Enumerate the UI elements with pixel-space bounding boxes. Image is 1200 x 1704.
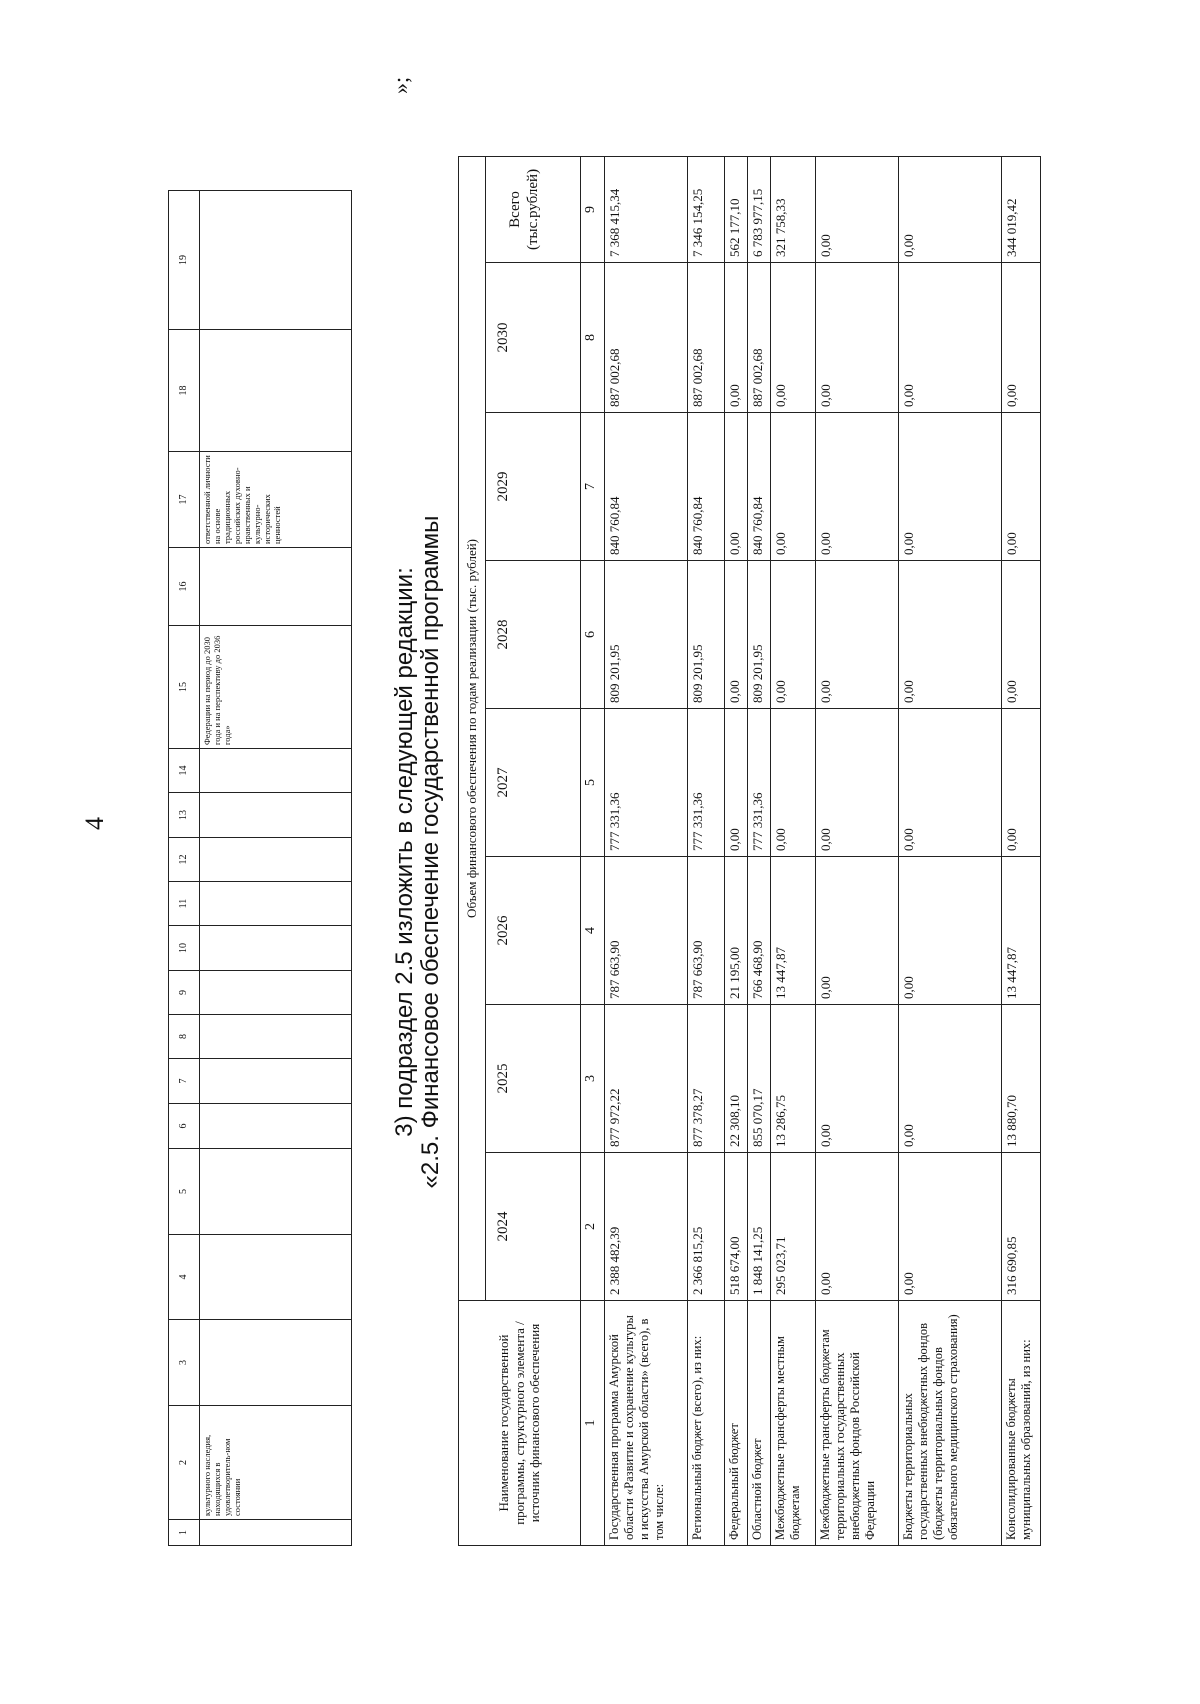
year-header: 2030 xyxy=(486,263,581,413)
top-cell xyxy=(200,1235,352,1320)
value-cell: 22 308,10 xyxy=(725,1005,748,1153)
value-cell: 0,00 xyxy=(725,413,748,561)
value-cell: 518 674,00 xyxy=(725,1153,748,1301)
row-name: Государственная программа Амурской области «Развитие и сохранение культуры и искусства Амурской области» (всего), в том числе: xyxy=(605,1301,688,1546)
top-cell xyxy=(200,191,352,330)
total-cell: 0,00 xyxy=(899,156,1002,262)
row-name: Областной бюджет xyxy=(748,1301,771,1546)
value-cell: 0,00 xyxy=(816,561,899,709)
value-cell: 809 201,95 xyxy=(605,561,688,709)
column-index: 5 xyxy=(581,709,605,857)
name-column-header: Наименование государственной программы, структурного элемента / источник финансового обеспечения xyxy=(459,1301,581,1546)
top-col-header: 17 xyxy=(169,452,200,548)
value-cell: 0,00 xyxy=(725,709,748,857)
top-cell: ответственной личности на основе традиционных российских духовно-нравственных и культурно-исторических ценностей xyxy=(200,452,352,548)
total-cell: 7 368 415,34 xyxy=(605,156,688,262)
value-cell: 0,00 xyxy=(771,709,816,857)
top-col-header: 1 xyxy=(169,1520,200,1546)
value-cell: 777 331,36 xyxy=(688,709,725,857)
row-name: Бюджеты территориальных государственных внебюджетных фондов (бюджеты территориальных фондов обязательного медицинского страхования) xyxy=(899,1301,1002,1546)
column-index: 4 xyxy=(581,857,605,1005)
top-cell xyxy=(200,1149,352,1235)
total-cell: 562 177,10 xyxy=(725,156,748,262)
table-row xyxy=(688,156,725,1545)
value-cell: 777 331,36 xyxy=(748,709,771,857)
value-cell: 877 972,22 xyxy=(605,1005,688,1153)
total-cell: 6 783 977,15 xyxy=(748,156,771,262)
financing-table xyxy=(458,156,1041,1546)
value-cell: 13 447,87 xyxy=(771,857,816,1005)
value-cell: 13 880,70 xyxy=(1002,1005,1041,1153)
year-header: 2025 xyxy=(486,1005,581,1153)
top-col-header: 3 xyxy=(169,1320,200,1406)
total-cell: 7 346 154,25 xyxy=(688,156,725,262)
page-number: 4 xyxy=(80,817,109,830)
top-table-row xyxy=(200,191,352,1546)
total-cell: 0,00 xyxy=(816,156,899,262)
year-header: 2027 xyxy=(486,709,581,857)
year-header: 2029 xyxy=(486,413,581,561)
top-col-header: 9 xyxy=(169,971,200,1015)
top-cell xyxy=(200,1520,352,1546)
value-cell: 2 366 815,25 xyxy=(688,1153,725,1301)
table-row xyxy=(771,156,816,1545)
table-row xyxy=(1002,156,1041,1545)
value-cell: 0,00 xyxy=(771,263,816,413)
value-cell: 0,00 xyxy=(899,413,1002,561)
value-cell: 0,00 xyxy=(816,857,899,1005)
value-cell: 787 663,90 xyxy=(688,857,725,1005)
value-cell: 0,00 xyxy=(725,263,748,413)
value-cell: 777 331,36 xyxy=(605,709,688,857)
row-name: Региональный бюджет (всего), из них: xyxy=(688,1301,725,1546)
top-cell: культурного наследия, находящихся в удовлетворитель-ном состоянии xyxy=(200,1406,352,1520)
top-cell xyxy=(200,926,352,971)
column-index: 6 xyxy=(581,561,605,709)
top-col-header: 16 xyxy=(169,548,200,626)
top-col-header: 13 xyxy=(169,793,200,838)
top-cell xyxy=(200,1104,352,1149)
top-table-header-row xyxy=(169,191,200,1546)
top-cell xyxy=(200,330,352,452)
value-cell: 766 468,90 xyxy=(748,857,771,1005)
top-cell xyxy=(200,793,352,838)
top-table xyxy=(168,190,352,1546)
top-col-header: 2 xyxy=(169,1406,200,1520)
table-row xyxy=(605,156,688,1545)
value-cell: 0,00 xyxy=(816,263,899,413)
value-cell: 0,00 xyxy=(771,561,816,709)
table-row xyxy=(748,156,771,1545)
top-col-header: 7 xyxy=(169,1059,200,1104)
top-cell xyxy=(200,749,352,793)
top-col-header: 11 xyxy=(169,882,200,926)
total-header: Всего (тыс.рублей) xyxy=(486,156,581,262)
value-cell: 887 002,68 xyxy=(748,263,771,413)
section-instruction: 3) подраздел 2.5 изложить в следующей редакции: xyxy=(391,567,418,1137)
top-cell xyxy=(200,1059,352,1104)
top-cell xyxy=(200,971,352,1015)
value-cell: 316 690,85 xyxy=(1002,1153,1041,1301)
value-cell: 0,00 xyxy=(816,709,899,857)
column-index: 7 xyxy=(581,413,605,561)
row-name: Межбюджетные трансферты бюджетам территориальных государственных внебюджетных фондов Российской Федерации xyxy=(816,1301,899,1546)
total-cell: 344 019,42 xyxy=(1002,156,1041,262)
column-index-row xyxy=(581,156,605,1545)
top-col-header: 10 xyxy=(169,926,200,971)
value-cell: 840 760,84 xyxy=(688,413,725,561)
fin-header-row-1 xyxy=(459,156,486,1545)
value-cell: 855 070,17 xyxy=(748,1005,771,1153)
top-cell xyxy=(200,548,352,626)
top-col-header: 19 xyxy=(169,191,200,330)
year-header: 2024 xyxy=(486,1153,581,1301)
year-header: 2026 xyxy=(486,857,581,1005)
row-name: Федеральный бюджет xyxy=(725,1301,748,1546)
section-title: «2.5. Финансовое обеспечение государственной программы xyxy=(417,515,444,1189)
top-cell: Федерации на период до 2030 года и на перспективу до 2036 года» xyxy=(200,626,352,749)
top-cell xyxy=(200,838,352,882)
column-index: 1 xyxy=(581,1301,605,1546)
value-cell: 0,00 xyxy=(899,709,1002,857)
top-col-header: 12 xyxy=(169,838,200,882)
value-cell: 0,00 xyxy=(725,561,748,709)
value-cell: 0,00 xyxy=(1002,413,1041,561)
value-cell: 0,00 xyxy=(816,413,899,561)
top-cell xyxy=(200,1320,352,1406)
row-name: Консолидированные бюджеты муниципальных образований, из них: xyxy=(1002,1301,1041,1546)
value-cell: 809 201,95 xyxy=(748,561,771,709)
value-cell: 840 760,84 xyxy=(748,413,771,561)
value-cell: 809 201,95 xyxy=(688,561,725,709)
year-header: 2028 xyxy=(486,561,581,709)
column-index: 8 xyxy=(581,263,605,413)
top-col-header: 14 xyxy=(169,749,200,793)
top-col-header: 8 xyxy=(169,1015,200,1059)
top-col-header: 5 xyxy=(169,1149,200,1235)
top-cell xyxy=(200,882,352,926)
closing-quote-mark: »; xyxy=(388,76,413,94)
value-cell: 0,00 xyxy=(1002,263,1041,413)
top-cell xyxy=(200,1015,352,1059)
value-cell: 295 023,71 xyxy=(771,1153,816,1301)
value-cell: 877 378,27 xyxy=(688,1005,725,1153)
value-cell: 0,00 xyxy=(816,1005,899,1153)
value-cell: 0,00 xyxy=(899,561,1002,709)
value-cell: 13 286,75 xyxy=(771,1005,816,1153)
value-cell: 840 760,84 xyxy=(605,413,688,561)
row-name: Межбюджетные трансферты местным бюджетам xyxy=(771,1301,816,1546)
value-cell: 0,00 xyxy=(899,263,1002,413)
table-row xyxy=(725,156,748,1545)
value-cell: 2 388 482,39 xyxy=(605,1153,688,1301)
value-cell: 1 848 141,25 xyxy=(748,1153,771,1301)
value-cell: 0,00 xyxy=(899,1005,1002,1153)
top-col-header: 15 xyxy=(169,626,200,749)
value-cell: 887 002,68 xyxy=(688,263,725,413)
top-col-header: 4 xyxy=(169,1235,200,1320)
column-index: 3 xyxy=(581,1005,605,1153)
value-cell: 887 002,68 xyxy=(605,263,688,413)
table-row xyxy=(816,156,899,1545)
value-cell: 0,00 xyxy=(1002,709,1041,857)
value-cell: 13 447,87 xyxy=(1002,857,1041,1005)
column-index: 9 xyxy=(581,156,605,262)
top-col-header: 6 xyxy=(169,1104,200,1149)
value-cell: 0,00 xyxy=(899,857,1002,1005)
volume-header: Объем финансового обеспечения по годам реализации (тыс. рублей) xyxy=(459,156,486,1300)
column-index: 2 xyxy=(581,1153,605,1301)
value-cell: 0,00 xyxy=(771,413,816,561)
total-cell: 321 758,33 xyxy=(771,156,816,262)
top-col-header: 18 xyxy=(169,330,200,452)
value-cell: 0,00 xyxy=(1002,561,1041,709)
value-cell: 787 663,90 xyxy=(605,857,688,1005)
value-cell: 0,00 xyxy=(816,1153,899,1301)
value-cell: 0,00 xyxy=(899,1153,1002,1301)
value-cell: 21 195,00 xyxy=(725,857,748,1005)
table-row xyxy=(899,156,1002,1545)
